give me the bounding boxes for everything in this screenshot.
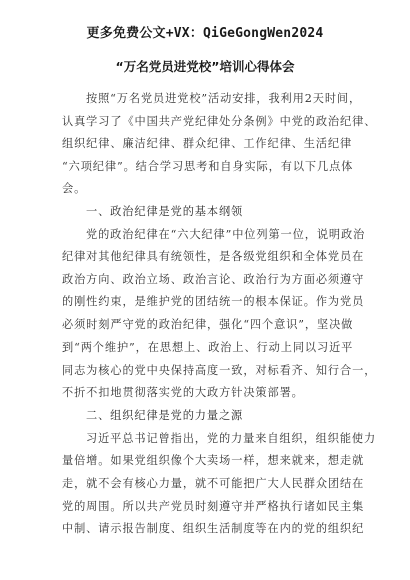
paragraph-line: “六项纪律”。结合学习思考和自身实际，有以下几点体 — [62, 160, 354, 173]
promo-header: 更多免费公文+VX：QiGeGongWen2024 — [86, 26, 324, 41]
paragraph-line: 党的周围。所以共产党员时刻遵守并严格执行诸如民主集 — [62, 500, 365, 513]
paragraph-line: 中制、请示报告制度、组织生活制度等在内的党的组织纪 — [62, 522, 365, 535]
section-heading-2: 二、组织纪律是党的力量之源 — [86, 409, 244, 422]
paragraph-line: 按照“万名党员进党校”活动安排，我利用2天时间， — [86, 92, 362, 105]
document-title: “万名党员进党校”培训心得体会 — [115, 59, 295, 74]
paragraph-line: 纪律对其他纪律具有统领性，是各级党组织和全体党员在 — [62, 250, 365, 263]
paragraph-line: 不折不扣地贯彻落实党的大政方针决策部署。 — [62, 386, 304, 399]
paragraph-line: 政治方向、政治立场、政治言论、政治行为方面必须遵守 — [62, 273, 365, 286]
paragraph-line: 习近平总书记曾指出，党的力量来自组织，组织能使力 — [86, 432, 377, 445]
paragraph-line: 会。 — [62, 182, 87, 195]
paragraph-line: 的刚性约束，是维护党的团结统一的根本保证。作为党员 — [62, 295, 365, 308]
paragraph-line: 认真学习了《中国共产党纪律处分条例》中党的政治纪律、 — [62, 115, 377, 128]
paragraph-line: 同志为核心的党中央保持高度一致，对标看齐、知行合一， — [62, 364, 377, 377]
paragraph-line: 党的政治纪律在“六大纪律”中位列第一位，说明政治 — [86, 228, 366, 241]
paragraph-line: 到“两个维护”，在思想上、政治上、行动上同以习近平 — [62, 341, 354, 354]
paragraph-line: 量倍增。如果党组织像个大卖场一样，想来就来，想走就 — [62, 454, 365, 467]
paragraph-line: 走，就不会有核心力量，就不可能把广大人民群众团结在 — [62, 477, 365, 490]
paragraph-line: 组织纪律、廉洁纪律、群众纪律、工作纪律、生活纪律 — [62, 137, 353, 150]
section-heading-1: 一、政治纪律是党的基本纲领 — [86, 205, 244, 218]
paragraph-line: 必须时刻严守党的政治纪律，强化“四个意识”，坚决做 — [62, 318, 354, 331]
